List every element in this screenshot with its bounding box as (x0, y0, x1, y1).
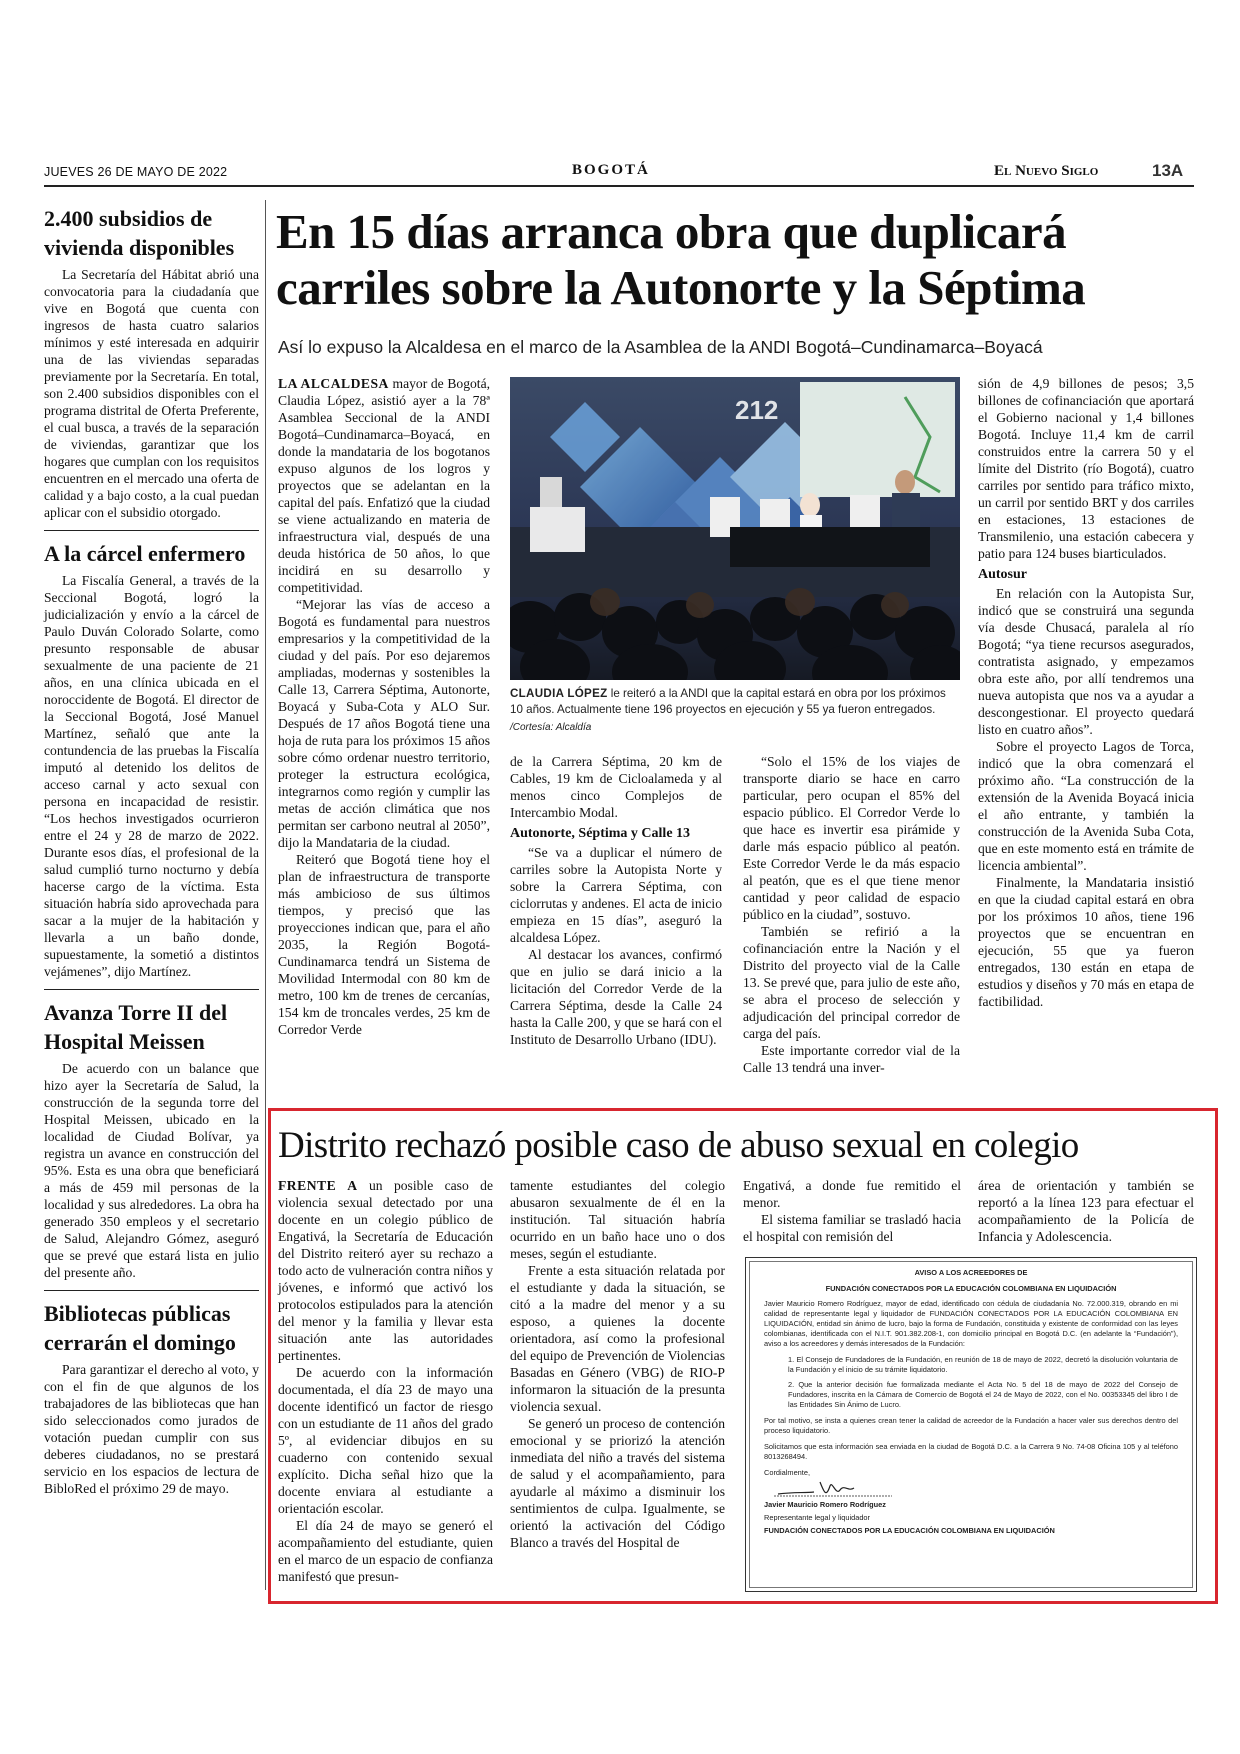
brief-title: Bibliotecas públicas cerrarán el domingo (44, 1301, 236, 1355)
presentation-screen (800, 382, 955, 497)
story2-column-4 (978, 1177, 1194, 1245)
brief-title: A la cárcel enfermero (44, 541, 246, 566)
notice-role: Representante legal y liquidador (764, 1513, 871, 1522)
screen-number: 212 (735, 395, 779, 425)
brief-body: Para garantizar el derecho al voto, y con el fin de que algunos de los trabajadores de las bibliotecas que han sido seleccionados como jurados de votación puedan cumplir con sus deberes ciudadanos, no se prestará servicio en los espacios de lectura de BibloRed el próximo 29 de mayo. (44, 1362, 259, 1496)
notice-paragraph: Solicitamos que esta información sea enviada en la ciudad de Bogotá D.C. a la Carrera 9 No. 74-08 Oficina 105 y al teléfono 8013268494. (764, 1442, 1178, 1461)
section-name: BOGOTÁ (572, 162, 650, 178)
main-column-4 (978, 375, 1194, 1010)
header-date: JUEVES 26 DE MAYO DE 2022 (44, 165, 228, 179)
main-paragraph: Finalmente, la Mandataria insistió en que la ciudad capital estará en obra por los próximos 10 años, tiene 196 proyectos que se encuentran en ejecución, 55 que ya fueron entregados, 130 están en etapa de estudios y diseños y 70 más en etapa de factibilidad. (978, 875, 1194, 1009)
notice-paragraph: Por tal motivo, se insta a quienes crean tener la calidad de acreedor de la Fundación a hacer valer sus derechos dentro del proceso liquidatorio. (764, 1416, 1178, 1435)
page-number: 13A (1152, 161, 1184, 180)
event-photo (510, 377, 960, 680)
newspaper-logo: El Nuevo Siglo (994, 163, 1099, 179)
brief-body: De acuerdo con un balance que hizo ayer la Secretaría de Salud, la construcción de la segunda torre del Hospital Meissen, ubicado en la localidad de Ciudad Bolívar, ya registra un avance en construcción del 95%. Esta es una obra que beneficiará a más de 459 mil personas de la localidad y sus alrededores. La obra ha generado 350 empleos y el secretario de Salud, Alejandro Gómez, aseguró que se prevé que estará lista en julio del presente año. (44, 1061, 259, 1280)
main-paragraph: sión de 4,9 billones de pesos; 3,5 billones de cofinanciación que aportará el Gobierno nacional y 1,4 billones Bogotá. Incluye 11,4 km de carril construidos entre la carrera 50 y el límite del Distrito (río Bogotá), cuatro carriles por sentido para tráfico mixto, un carril por sentido BRT y dos carriles en estaciones, 13 estaciones de Transmilenio, una estación cabecera y patio para 124 buses biarticulados. (978, 376, 1194, 561)
subhead: Autonorte, Séptima y Calle 13 (510, 826, 691, 841)
sidebar (44, 204, 259, 1497)
header-rule (44, 185, 1194, 187)
main-lead-paragraph: LA ALCALDESA mayor de Bogotá, Claudia López, asistió ayer a la 78ª Asamblea Seccional de la ANDI Bogotá–Cundinamarca–Boyacá, en donde la mandataria de los bogotanos expuso algunos de los logros y proyectos que se adelantan en la capital del país. Enfatizó que la ciudad se viene actualizando en materia de infraestructura vial, después de una deuda histórica de 50 años, lo que incidirá en su desarrollo y competitividad. (278, 376, 490, 595)
story2-paragraph: El día 24 de mayo se generó el acompañamiento del estudiante, quien en el marco de un espacio de confianza manifestó que presun- (278, 1518, 493, 1584)
brief-divider (44, 989, 259, 990)
main-paragraph: En relación con la Autopista Sur, indicó que se construirá una segunda vía desde Chusacá, paralela al río Bogotá; “ya tiene recursos asegurados, contratista asignado, y empezamos obra este año, por allí tendremos una nueva autopista que nos va a ayudar a descongestionar. El proyecto quedará listo en cuatro años”. (978, 586, 1194, 737)
story2-column-1 (278, 1177, 493, 1585)
main-paragraph: “Mejorar las vías de acceso a Bogotá es fundamental para nuestros empresarios y la competitividad de la ciudad y del país. Por eso dejaremos ampliadas, modernas y sostenibles la Calle 13, Carrera Séptima, Autonorte, Boyacá y Suba-Cota y ALO Sur. Después de 17 años Bogotá tiene una hoja de ruta para los próximos 15 años sobre cómo ordenar nuestro territorio, proteger la estructura ecológica, integrarnos como región y cumplir las metas de acción climática que nos permitan ser carbono neutral al 2050”, dijo la Mandataria de la ciudad. (278, 597, 490, 850)
notice-signer: Javier Mauricio Romero Rodríguez (764, 1500, 886, 1509)
story2-paragraph: Frente a esta situación relatada por el estudiante y dada la situación, se citó a la madre del menor y a su esposo, a quienes la docente orientadora, así como la profesional del equipo de Prevención de Violencias Basadas en Género (VBG) de RIO-P informaron la situación de la presunta violencia sexual. (510, 1263, 725, 1414)
brief-title: 2.400 subsidios de vivienda disponibles (44, 206, 235, 260)
brief-title: Avanza Torre II del Hospital Meissen (44, 1000, 228, 1054)
podium (530, 507, 585, 552)
main-column-2 (510, 753, 722, 1048)
main-paragraph: También se refirió a la cofinanciación entre la Nación y el Distrito del proyecto vial de la Calle 13. Se prevé que, para julio de este año, se abra el proceso de selección y adjudicación del principal corredor de carga del país. (743, 924, 960, 1041)
photo-illustration (510, 377, 960, 680)
brief-body: La Fiscalía General, a través de la Seccional Bogotá, logró la judicialización y envío a la cárcel de Paulo Duván Colorado Solarte, como presunto responsable de abusar sexualmente de una paciente de 21 años, en una clínica ubicada en el noroccidente de Bogotá. El director de la Seccional Bogotá, José Manuel Martínez, señaló que ante la contundencia de las pruebas la Fiscalía imputó al detenido los delitos de acceso carnal y acto sexual con persona en incapacidad de resistir. “Los hechos investigados ocurrieron entre el 24 y 28 de marzo de 2022. Durante esos días, el profesional de la salud cumplió turno nocturno y debía hacerse cargo de la víctima. Esta situación habría sido aprovechada para sacar a la mujer de la habitación y llevarla a un baño donde, supuestamente, la sometió a distintos vejámenes”, dijo Martínez. (44, 573, 259, 979)
main-headline: En 15 días arranca obra que duplicará carriles sobre la Autonorte y la Séptima (276, 204, 1086, 315)
story2-paragraph: Engativá, a donde fue remitido el menor. (743, 1178, 961, 1210)
notice-item: 2. Que la anterior decisión fue formalizada mediante el Acta No. 5 del 18 de mayo de 2022 del Consejo de Fundadores, inscrita en la Cámara de Comercio de Bogotá el 24 de Mayo de 2022, con el No. 00353345 del libro I de las Entidades Sin Ánimo de Lucro. (788, 1380, 1178, 1409)
legal-notice (745, 1257, 1197, 1592)
notice-entity: FUNDACIÓN CONECTADOS POR LA EDUCACIÓN COLOMBIANA EN LIQUIDACIÓN (825, 1284, 1117, 1293)
story2-paragraph: Se generó un proceso de contención emocional y se priorizó la atención inmediata del niño a través del sistema de salud y el acompañamiento, para ayudarle al máximo a disminuir los sentimientos de culpa. Igualmente, se orientó la activación del Código Blanco a través del Hospital de (510, 1416, 725, 1550)
story2-column-3 (743, 1177, 961, 1245)
caption-name: CLAUDIA LÓPEZ (510, 687, 608, 700)
brief-meissen (44, 998, 259, 1281)
main-column-1 (278, 375, 490, 1038)
brief-body: La Secretaría del Hábitat abrió una convocatoria para la ciudadanía que vive en Bogotá que cuenta con ingresos de hasta cuatro salarios mínimos y esté interesada en adquirir una de las viviendas separadas previamente por la Secretaría. En total, son 2.400 subsidios disponibles con el programa distrital de Oferta Preferente, el cual busca, a través de la separación de viviendas, garantizar que los hogares que cumplan con los requisitos encuentren en el mercado una oferta de calidad y a bajo costo, a la cual puedan aplicar con el subsidio otorgado. (44, 267, 259, 520)
story2-paragraph: El sistema familiar se trasladó hacia el hospital con remisión del (743, 1212, 961, 1244)
photo-credit: /Cortesía: Alcaldía (510, 722, 592, 733)
notice-org: FUNDACIÓN CONECTADOS POR LA EDUCACIÓN COLOMBIANA EN LIQUIDACIÓN (764, 1526, 1055, 1535)
brief-divider (44, 1290, 259, 1291)
page-header (44, 162, 1194, 184)
brief-carcel (44, 539, 259, 980)
brief-bibliotecas (44, 1299, 259, 1497)
main-paragraph: Reiteró que Bogotá tiene hoy el plan de infraestructura de transporte más ambicioso de sus últimos tiempos, y precisó que las proyecciones indican que, para el año 2035, la Región Bogotá-Cundinamarca tendrá un Sistema de Movilidad Intermodal con 80 km de metro, 100 km de trenes de cercanías, 154 km de troncales verdes, 25 km de Corredor Verde (278, 852, 490, 1037)
brief-subsidios (44, 204, 259, 521)
story2-paragraph: área de orientación y también se reportó a la línea 123 para efectuar el acompañamiento de la Policía de Infancia y Adolescencia. (978, 1178, 1194, 1244)
story2-column-2 (510, 1177, 725, 1551)
main-paragraph: Sobre el proyecto Lagos de Torca, indicó que la obra comenzará el próximo año. “La construcción de la extensión de la Avenida Boyacá inicia el año entrante, y también la construcción de la Avenida Suba Cota, que en este momento está en trámite de licencia ambiental”. (978, 739, 1194, 873)
main-paragraph: “Se va a duplicar el número de carriles sobre la Autopista Norte y sobre la Carrera Séptima, con ciclorrutas y andenes. El acta de inicio empieza en 15 días”, aseguró la alcaldesa López. (510, 845, 722, 945)
main-column-3 (743, 753, 960, 1076)
story2-paragraph: tamente estudiantes del colegio abusaron sexualmente de él en la institución. Tal situación habría ocurrido en un baño hace uno o dos meses, según el estudiante. (510, 1178, 725, 1261)
main-deck: Así lo expuso la Alcaldesa en el marco de la Asamblea de la ANDI Bogotá–Cundinamarca–Boyacá (278, 337, 1043, 357)
photo-caption: CLAUDIA LÓPEZ le reiteró a la ANDI que la capital estará en obra por los próximos 10 años. Actualmente tiene 196 proyectos en ejecución y 55 ya fueron entregados. /Cortesía: Alcaldía (510, 687, 946, 733)
story2-headline: Distrito rechazó posible caso de abuso sexual en colegio (278, 1125, 1079, 1166)
notice-inner-frame (749, 1261, 1193, 1588)
main-paragraph: de la Carrera Séptima, 20 km de Cables, 19 km de Cicloalameda y al menos cinco Complejos de Intercambio Modal. (510, 754, 722, 820)
sidebar-divider (265, 200, 266, 1590)
notice-paragraph: Javier Mauricio Romero Rodríguez, mayor de edad, identificado con cédula de ciudadanía No. 72.000.319, obrando en mi calidad de representante legal y liquidador de FUNDACIÓN CONECTADOS POR LA EDUCACIÓN COLOMBIANA EN LIQUIDACIÓN, entidad sin ánimo de lucro, bajo la forma de Fundación, constituida y existente de conformidad con las leyes colombianas, identificada con el N.I.T. 901.382.208-1, con domicilio principal en Bogotá D.C. (en adelante la “Fundación”), aviso a los acreedores y demás interesados de la Fundación: (764, 1299, 1178, 1348)
story2-paragraph: De acuerdo con la información documentada, el día 23 de mayo una docente identificó un factor de riesgo con un estudiante de 11 años del grado 5º, al evidenciar dibujos en su cuaderno con contenido sexual explícito. Dicha señal hizo que la docente enviara al estudiante a orientación escolar. (278, 1365, 493, 1516)
main-paragraph: Al destacar los avances, confirmó que en julio se dará inicio a la licitación del Corredor Verde de la Carrera Séptima, desde la Calle 24 hasta la Calle 200, y que se hará con el Instituto de Desarrollo Urbano (IDU). (510, 947, 722, 1047)
main-paragraph: Este importante corredor vial de la Calle 13 tendrá una inver- (743, 1043, 960, 1075)
story2-lead-paragraph: FRENTE A un posible caso de violencia sexual detectado por una docente en un colegio público de Engativá, la Secretaría de Educación del Distrito reiteró ayer su rechazo a todo acto de vulneración contra niños y jóvenes, e informó que activó los protocolos estipulados para la atención del menor y la familia y llevar esta situación ante las autoridades pertinentes. (278, 1178, 493, 1363)
main-paragraph: “Solo el 15% de los viajes de transporte diario se hace en carro particular, pero ocupan el 85% del espacio público. El Corredor Verde lo que hace es invertir esa pirámide y darle más espacio público al peatón. Este Corredor Verde le da más espacio al peatón, que es el que tiene menor cantidad y peor calidad de espacio público en la ciudad”, sostuvo. (743, 754, 960, 922)
notice-title: AVISO A LOS ACREEDORES DE (914, 1268, 1028, 1277)
brief-divider (44, 530, 259, 531)
lead-in: FRENTE A (278, 1178, 358, 1193)
notice-closing: Cordialmente, (764, 1468, 811, 1477)
subhead: Autosur (978, 567, 1028, 582)
lead-in: LA ALCALDESA (278, 376, 389, 391)
notice-item: 1. El Consejo de Fundadores de la Fundación, en reunión de 18 de mayo de 2022, decretó la disolución voluntaria de la Fundación y el inicio de su trámite liquidatorio. (788, 1355, 1178, 1374)
